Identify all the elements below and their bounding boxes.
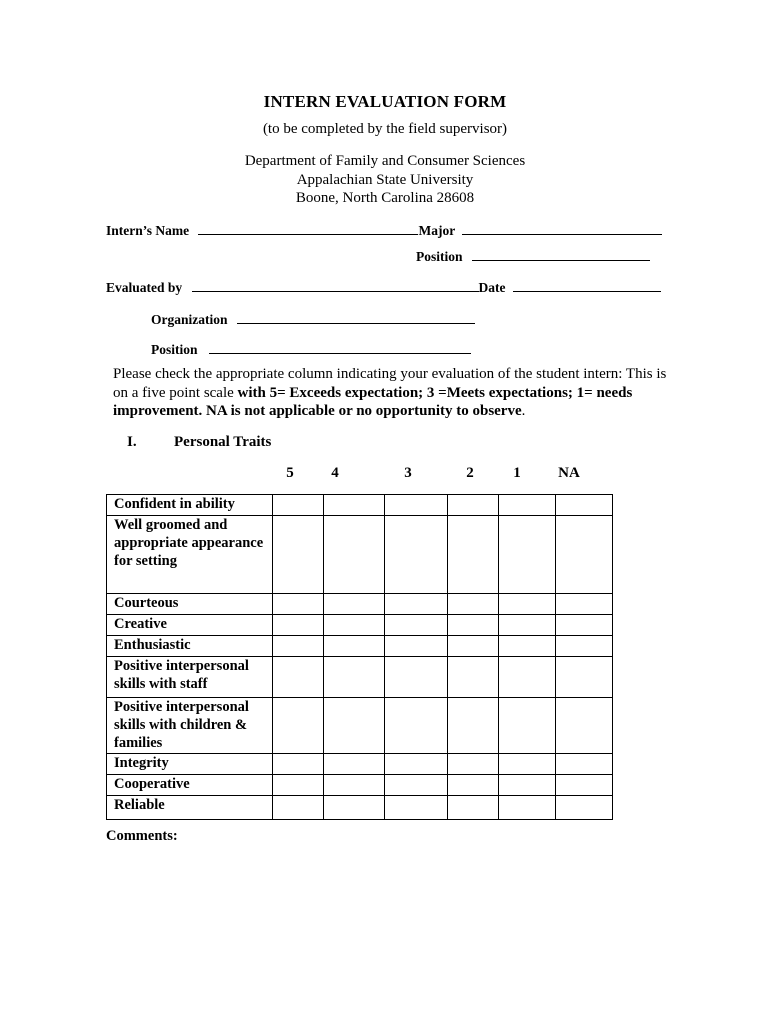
rating-cell-na[interactable] (556, 516, 613, 594)
trait-label: Well groomed and appropriate appearance for setting (107, 516, 273, 594)
evaluated-by-field[interactable] (192, 277, 479, 292)
interns-name-label: Intern’s Name (106, 223, 190, 238)
rating-cell-1[interactable] (499, 495, 556, 516)
interns-name-row (106, 220, 662, 239)
evaluated-by-row (106, 277, 661, 296)
rating-cell-5[interactable] (273, 796, 324, 820)
major-field[interactable] (462, 220, 662, 235)
interns-name-field[interactable] (198, 220, 418, 235)
table-row (107, 594, 613, 615)
rating-cell-3[interactable] (385, 495, 448, 516)
department-block (0, 152, 770, 208)
instructions (113, 365, 673, 421)
rating-cell-1[interactable] (499, 516, 556, 594)
position-label: Position (416, 249, 463, 264)
trait-label: Integrity (107, 754, 273, 775)
section-number: I. (127, 434, 137, 450)
rating-cell-3[interactable] (385, 698, 448, 754)
supervisor-position-label: Position (151, 342, 198, 357)
rating-cell-1[interactable] (499, 796, 556, 820)
rating-cell-1[interactable] (499, 775, 556, 796)
rating-cell-na[interactable] (556, 657, 613, 698)
rating-cell-5[interactable] (273, 516, 324, 594)
rating-cell-2[interactable] (448, 594, 499, 615)
section-title: Personal Traits (174, 434, 272, 450)
rating-cell-na[interactable] (556, 495, 613, 516)
trait-label: Positive interpersonal skills with staff (107, 657, 273, 698)
rating-cell-1[interactable] (499, 615, 556, 636)
rating-cell-4[interactable] (324, 796, 385, 820)
table-row (107, 775, 613, 796)
table-row (107, 495, 613, 516)
supervisor-position-row (151, 339, 471, 358)
trait-label: Reliable (107, 796, 273, 820)
rating-cell-2[interactable] (448, 516, 499, 594)
rating-cell-na[interactable] (556, 594, 613, 615)
table-row (107, 516, 613, 594)
rating-cell-na[interactable] (556, 754, 613, 775)
table-row (107, 698, 613, 754)
rating-cell-5[interactable] (273, 698, 324, 754)
rating-cell-4[interactable] (324, 615, 385, 636)
rating-cell-na[interactable] (556, 698, 613, 754)
comments-label: Comments: (106, 828, 178, 844)
scale-header-na: NA (558, 465, 580, 481)
supervisor-position-field[interactable] (209, 339, 471, 354)
table-row (107, 754, 613, 775)
rating-cell-3[interactable] (385, 594, 448, 615)
rating-cell-2[interactable] (448, 495, 499, 516)
rating-cell-4[interactable] (324, 775, 385, 796)
trait-label: Creative (107, 615, 273, 636)
rating-cell-na[interactable] (556, 796, 613, 820)
trait-label: Enthusiastic (107, 636, 273, 657)
organization-field[interactable] (237, 309, 475, 324)
trait-label: Confident in ability (107, 495, 273, 516)
personal-traits-table (106, 494, 613, 820)
position-field[interactable] (472, 246, 650, 261)
organization-row (151, 309, 475, 328)
rating-cell-5[interactable] (273, 594, 324, 615)
scale-header-2: 2 (466, 465, 474, 481)
rating-cell-3[interactable] (385, 516, 448, 594)
rating-cell-4[interactable] (324, 657, 385, 698)
rating-cell-1[interactable] (499, 636, 556, 657)
rating-cell-3[interactable] (385, 775, 448, 796)
rating-cell-1[interactable] (499, 594, 556, 615)
rating-cell-4[interactable] (324, 594, 385, 615)
rating-cell-3[interactable] (385, 636, 448, 657)
rating-cell-2[interactable] (448, 698, 499, 754)
rating-cell-2[interactable] (448, 775, 499, 796)
scale-header-5: 5 (286, 465, 294, 481)
rating-cell-4[interactable] (324, 516, 385, 594)
rating-cell-3[interactable] (385, 657, 448, 698)
rating-cell-4[interactable] (324, 754, 385, 775)
instructions-end: . (521, 403, 526, 419)
rating-cell-2[interactable] (448, 657, 499, 698)
scale-header-4: 4 (331, 465, 339, 481)
position-row (416, 246, 650, 265)
rating-cell-1[interactable] (499, 657, 556, 698)
university-address: Boone, North Carolina 28608 (295, 190, 475, 206)
rating-cell-3[interactable] (385, 754, 448, 775)
table-row (107, 636, 613, 657)
trait-label: Cooperative (107, 775, 273, 796)
scale-header-1: 1 (513, 465, 521, 481)
date-label: Date (478, 280, 506, 295)
rating-cell-2[interactable] (448, 796, 499, 820)
rating-cell-4[interactable] (324, 495, 385, 516)
rating-cell-2[interactable] (448, 754, 499, 775)
rating-cell-2[interactable] (448, 636, 499, 657)
rating-cell-na[interactable] (556, 636, 613, 657)
instructions-plain: Please check the appropriate column indicating your evaluation of the student intern: This is on a five point scale (113, 366, 667, 401)
form-subtitle: (to be completed by the field supervisor) (262, 121, 508, 137)
major-label: Major (418, 223, 455, 238)
rating-cell-4[interactable] (324, 636, 385, 657)
trait-label: Courteous (107, 594, 273, 615)
date-field[interactable] (513, 277, 661, 292)
rating-cell-5[interactable] (273, 495, 324, 516)
rating-cell-5[interactable] (273, 775, 324, 796)
rating-cell-5[interactable] (273, 754, 324, 775)
form-title: INTERN EVALUATION FORM (263, 92, 507, 111)
rating-cell-5[interactable] (273, 636, 324, 657)
department-name: Department of Family and Consumer Sciences (244, 153, 526, 169)
rating-cell-na[interactable] (556, 615, 613, 636)
table-row (107, 615, 613, 636)
rating-cell-5[interactable] (273, 615, 324, 636)
rating-cell-1[interactable] (499, 698, 556, 754)
rating-cell-3[interactable] (385, 615, 448, 636)
rating-cell-5[interactable] (273, 657, 324, 698)
rating-cell-1[interactable] (499, 754, 556, 775)
instructions-scale: with 5= Exceeds expectation; 3 =Meets expectations; 1= needs improvement. NA is not applicable or no opportunity to observe (113, 384, 633, 419)
rating-cell-2[interactable] (448, 615, 499, 636)
trait-label: Positive interpersonal skills with children & families (107, 698, 273, 754)
rating-cell-4[interactable] (324, 698, 385, 754)
evaluated-by-label: Evaluated by (106, 280, 183, 295)
rating-cell-na[interactable] (556, 775, 613, 796)
scale-header-3: 3 (404, 465, 412, 481)
rating-cell-3[interactable] (385, 796, 448, 820)
organization-label: Organization (151, 312, 228, 327)
university-name: Appalachian State University (296, 171, 474, 188)
table-row (107, 796, 613, 820)
table-row (107, 657, 613, 698)
